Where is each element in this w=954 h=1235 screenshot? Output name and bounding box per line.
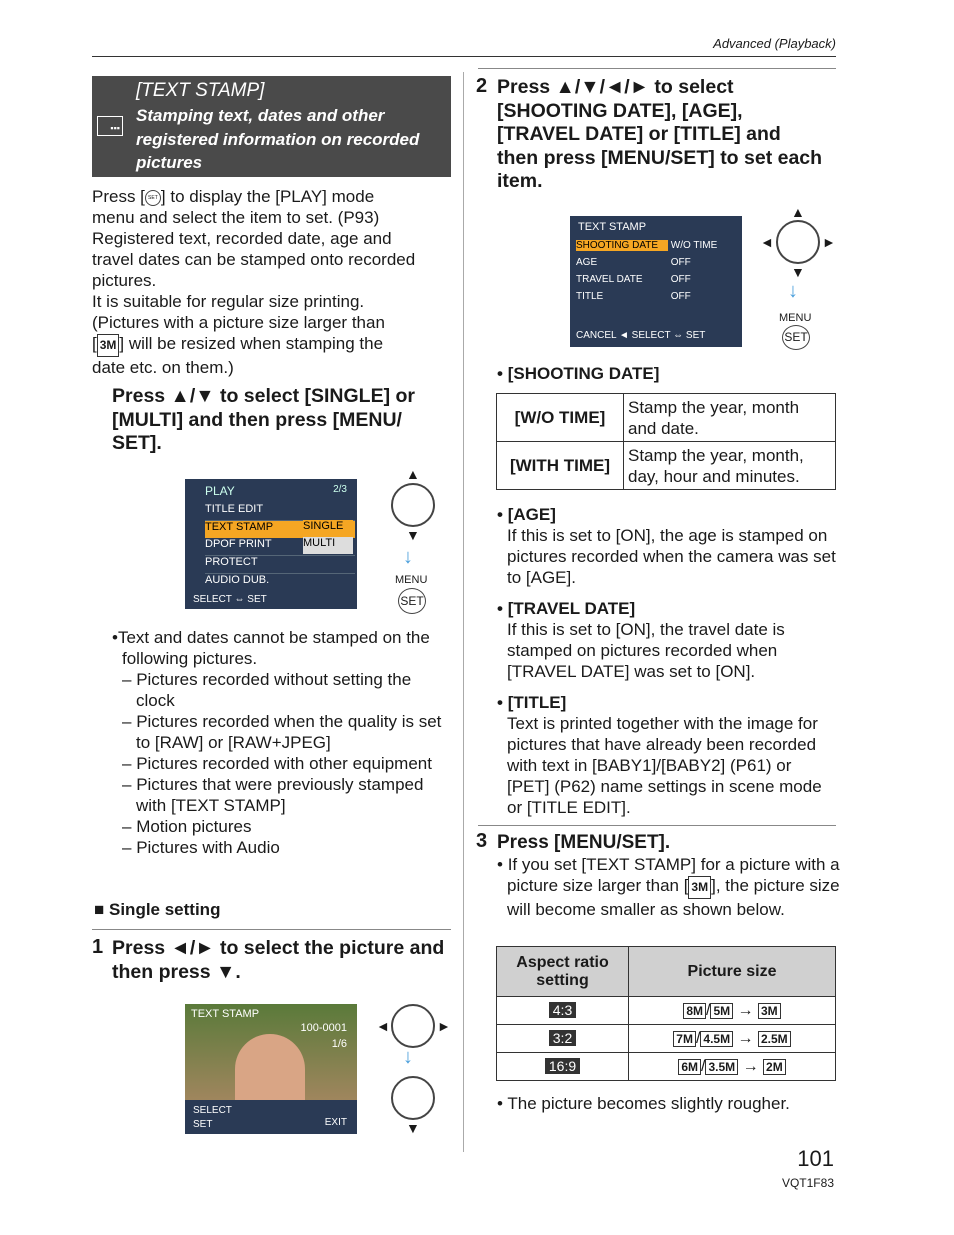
step-select-single-multi: Press ▲/▼ to select [SINGLE] or [MULTI] and then press [MENU/ SET].: [112, 385, 416, 454]
right-arrow-icon: ►: [822, 234, 836, 250]
step-press-menu-set: Press [MENU/SET].: [497, 832, 671, 853]
down-arrow-icon: ▼: [406, 527, 420, 543]
table-header-row: Aspect ratio setting Picture size: [497, 947, 836, 997]
step-number: 3: [476, 830, 488, 852]
running-header: Advanced (Playback): [713, 36, 836, 51]
left-arrow-icon: ◄: [376, 1018, 390, 1034]
screen-play-menu: PLAY 2/3 TITLE EDIT TEXT STAMP DPOF PRINT PROTECT AUDIO DUB. SINGLE MULTI SELECT ⇔ SET: [185, 479, 357, 609]
up-arrow-icon: ▲: [406, 466, 420, 482]
flow-arrow-icon: ↓: [403, 1046, 413, 1068]
flow-arrow-icon: ↓: [788, 280, 798, 302]
step-select-picture: Press ◄/► to select the picture and then press ▼.: [112, 937, 445, 983]
shooting-date-heading: • [SHOOTING DATE]: [497, 364, 660, 383]
dpad-icon: [391, 1076, 435, 1120]
document-code: VQT1F83: [781, 1176, 834, 1190]
left-arrow-icon: ◄: [760, 234, 774, 250]
step-number: 2: [476, 75, 488, 97]
section-rule: [92, 929, 451, 930]
banner-title: [TEXT STAMP]: [136, 80, 265, 101]
set-button-icon: SET: [398, 588, 426, 614]
dpad-icon: [391, 483, 435, 527]
notes-list: •Text and dates cannot be stamped on the following pictures. – Pictures recorded without setting the clock – Pictures recorded when the quality is set to [RAW] or [RAW+JPEG] – Pictures recorded with other equipment – Pictures that were previously stamped with [TEXT STAMP] – Motion pictures – Pictures with Audio: [112, 628, 442, 857]
menu-label: MENU: [395, 574, 428, 586]
table-row: 3:2 7M / 4.5M → 2.5M: [497, 1025, 836, 1053]
intro-paragraph: Press [ SET ] to display the [PLAY] mode menu and select the item to set. (P93) Registered text, recorded date, age and travel dates can be stamped onto recorded pictures. It is suitable for regular size printing. (Pictures with a picture size larger than [ 3M ] will be resized when stamping the date etc. on them.): [92, 187, 416, 377]
down-arrow-icon: ▼: [406, 1120, 420, 1136]
step-select-items: Press ▲/▼/◄/► to select [SHOOTING DATE], [AGE], [TRAVEL DATE] or [TITLE] and then press [MENU/SET] to set each item.: [497, 76, 823, 192]
table-row: 16:9 6M / 3.5M → 2M: [497, 1053, 836, 1081]
banner-subtitle: Stamping text, dates and other registered information on recorded pictures: [136, 106, 420, 172]
travel-date-item: • [TRAVEL DATE] If this is set to [ON], the travel date is stamped on pictures recorded when [TRAVEL DATE] was set to [ON].: [497, 599, 785, 681]
header-rule: [92, 56, 836, 57]
section-rule: [478, 825, 836, 826]
flow-arrow-icon: ↓: [403, 546, 413, 568]
text-stamp-icon: ▪▪▪: [97, 116, 123, 136]
dpad-icon: [391, 1004, 435, 1048]
down-arrow-icon: ▼: [791, 264, 805, 280]
up-arrow-icon: ▲: [791, 204, 805, 220]
column-divider: [463, 72, 464, 1152]
age-item: • [AGE] If this is set to [ON], the age is stamped on pictures recorded when the camera was set to [AGE].: [497, 505, 836, 587]
step-number: 1: [92, 936, 104, 958]
table-row: [WITH TIME] Stamp the year, month, day, hour and minutes.: [497, 442, 836, 490]
size-3m-icon: 3M: [688, 876, 711, 899]
right-arrow-icon: ►: [437, 1018, 451, 1034]
menu-label: MENU: [779, 312, 812, 324]
title-item: • [TITLE] Text is printed together with the image for pictures that have already been recorded with text in [BABY1]/[BABY2] (P61) or [PET] (P62) name settings in scene mode or [TITLE EDIT].: [497, 693, 822, 817]
picture-size-table: [496, 946, 836, 1081]
menu-set-icon: SET: [145, 190, 161, 206]
shooting-date-table: [496, 393, 836, 490]
final-note: • The picture becomes slightly rougher.: [497, 1094, 790, 1113]
size-3m-icon: 3M: [97, 334, 120, 357]
screen-text-stamp-menu: TEXT STAMP SHOOTING DATE W/O TIME AGE OFF TRAVEL DATE OFF TITLE OFF CANCEL ◄ SELECT ⇔ SET: [570, 216, 742, 347]
page-number: 101: [797, 1146, 834, 1171]
dpad-icon: [776, 220, 820, 264]
section-banner: [92, 76, 451, 177]
single-setting-heading: ■ Single setting: [94, 900, 221, 919]
table-row: 4:3 8M / 5M → 3M: [497, 997, 836, 1025]
section-rule: [478, 68, 836, 69]
screen-photo-preview: TEXT STAMP 100-0001 1/6 SELECT SET EXIT: [185, 1004, 357, 1134]
resize-note: • If you set [TEXT STAMP] for a picture with a picture size larger than [ 3M ], the picture size will become smaller as shown below.: [497, 855, 840, 919]
set-button-icon: SET: [782, 325, 810, 350]
table-row: [W/O TIME] Stamp the year, month and date.: [497, 394, 836, 442]
